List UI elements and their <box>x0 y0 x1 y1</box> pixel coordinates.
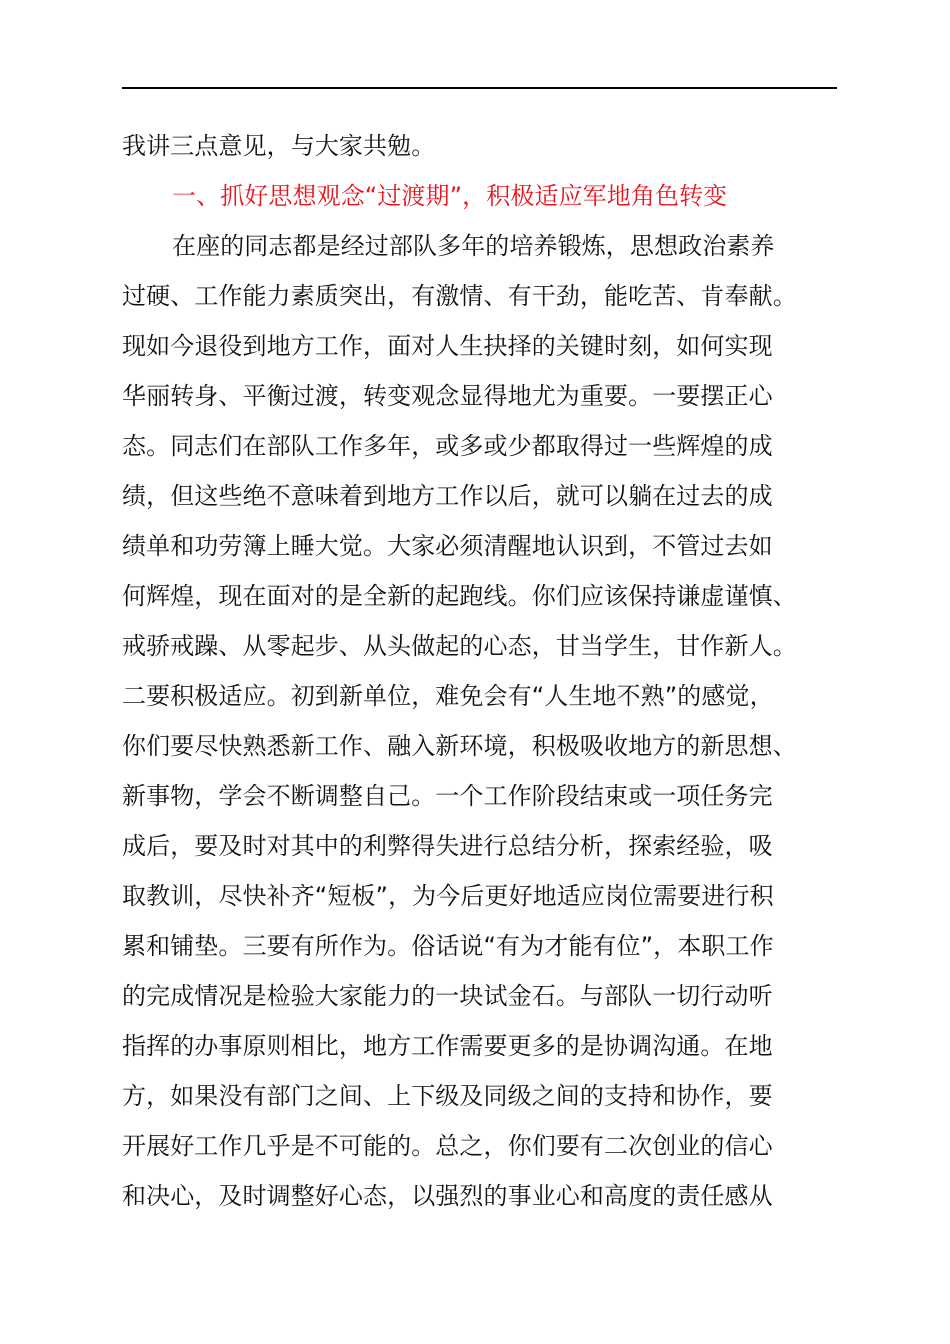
paragraph-line: 绩单和功劳簿上睡大觉。大家必须清醒地认识到，不管过去如 <box>122 532 773 560</box>
header-rule <box>122 87 837 89</box>
paragraph-line: 你们要尽快熟悉新工作、融入新环境，积极吸收地方的新思想、 <box>122 732 797 760</box>
paragraph-line: 取教训，尽快补齐“短板”，为今后更好地适应岗位需要进行积 <box>122 882 774 910</box>
paragraph-line: 何辉煌，现在面对的是全新的起跑线。你们应该保持谦虚谨慎、 <box>122 582 797 610</box>
paragraph-line: 的完成情况是检验大家能力的一块试金石。与部队一切行动听 <box>122 982 773 1010</box>
paragraph-line: 二要积极适应。初到新单位，难免会有“人生地不熟”的感觉， <box>122 682 774 710</box>
paragraph-line: 累和铺垫。三要有所作为。俗话说“有为才能有位”，本职工作 <box>122 932 774 960</box>
body-paragraph <box>122 221 842 1221</box>
document-body <box>122 121 842 1221</box>
paragraph-line: 态。同志们在部队工作多年，或多或少都取得过一些辉煌的成 <box>122 432 773 460</box>
paragraph-line: 现如今退役到地方工作，面对人生抉择的关键时刻，如何实现 <box>122 332 773 360</box>
paragraph-line: 过硬、工作能力素质突出，有激情、有干劲，能吃苦、肯奉献。 <box>122 282 797 310</box>
paragraph-line: 开展好工作几乎是不可能的。总之，你们要有二次创业的信心 <box>122 1132 773 1160</box>
paragraph-line: 成后，要及时对其中的利弊得失进行总结分析，探索经验，吸 <box>122 832 773 860</box>
paragraph-line: 在座的同志都是经过部队多年的培养锻炼，思想政治素养 <box>172 232 775 260</box>
intro-line: 我讲三点意见，与大家共勉。 <box>122 132 436 160</box>
paragraph-line: 华丽转身、平衡过渡，转变观念显得地尤为重要。一要摆正心 <box>122 382 773 410</box>
paragraph-line: 绩，但这些绝不意味着到地方工作以后，就可以躺在过去的成 <box>122 482 773 510</box>
paragraph-line: 指挥的办事原则相比，地方工作需要更多的是协调沟通。在地 <box>122 1032 773 1060</box>
paragraph-line: 新事物，学会不断调整自己。一个工作阶段结束或一项任务完 <box>122 782 773 810</box>
paragraph-line: 和决心，及时调整好心态，以强烈的事业心和高度的责任感从 <box>122 1182 773 1210</box>
section-heading: 一、抓好思想观念“过渡期”，积极适应军地角色转变 <box>172 182 728 210</box>
paragraph-line: 戒骄戒躁、从零起步、从头做起的心态，甘当学生，甘作新人。 <box>122 632 797 660</box>
paragraph-line: 方，如果没有部门之间、上下级及同级之间的支持和协作，要 <box>122 1082 773 1110</box>
